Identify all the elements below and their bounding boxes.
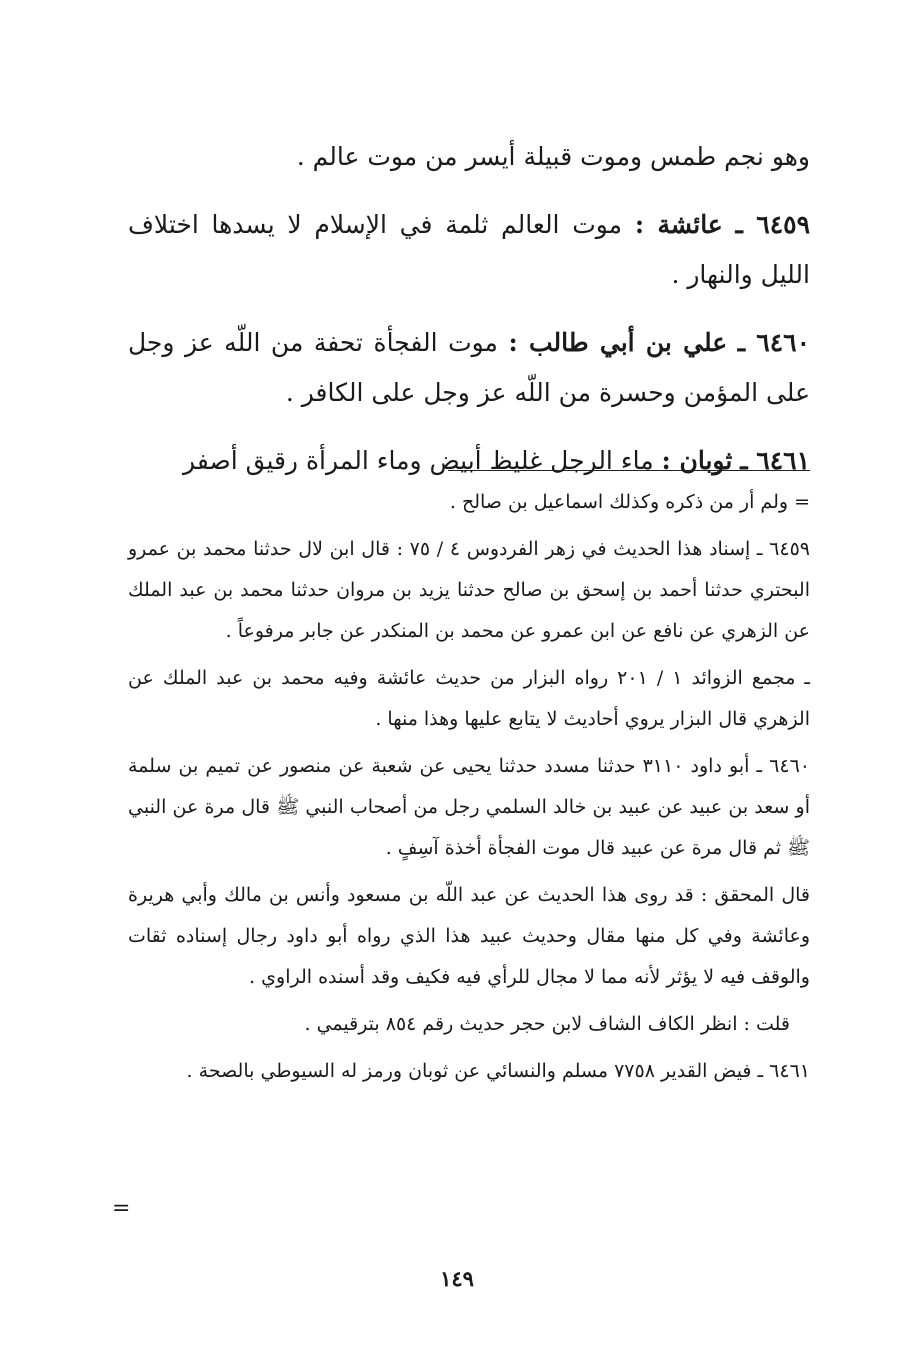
footnote-6459: ٦٤٥٩ ـ إسناد هذا الحديث في زهر الفردوس ٤ / ٧٥ : قال ابن لال حدثنا محمد بن عمرو البحتري حدثنا أحمد بن إسحق بن صالح حدثنا يزيد بن مروان حدثنا محمد بن عبد الملك عن الزهري عن نافع عن ابن عمرو عن محمد بن المنكدر عن جابر مرفوعاً . xyxy=(128,538,810,642)
hadith-6460 xyxy=(128,318,810,418)
hadith-text: موت الفجأة تحفة من اللّه عز وجل على المؤمن وحسرة من اللّه عز وجل على الكافر . xyxy=(128,328,810,407)
hadith-number: ٦٤٦٠ ـ xyxy=(737,328,811,357)
hadith-6461 xyxy=(128,436,810,486)
footnote-majma: ـ مجمع الزوائد ١ / ٢٠١ رواه البزار من حديث عائشة وفيه محمد بن عبد الملك عن الزهري قال البزار يروي أحاديث لا يتابع عليها وهذا منها . xyxy=(128,667,810,730)
footnote-continued: = ولم أر من ذكره وكذلك اسماعيل بن صالح . xyxy=(449,491,810,513)
footnote-muhaqqiq: قال المحقق : قد روى هذا الحديث عن عبد اللّه بن مسعود وأنس بن مالك وأبي هريرة وعائشة وفي كل منها مقال وحديث عبيد هذا الذي رواه أبو داود رجال إسناده ثقات والوقف فيه لا يؤثر لأنه مما لا مجال للرأي فيه فكيف وقد أسنده الراوي . xyxy=(128,884,810,988)
hadith-text: ماء الرجل غليظ أبيض وماء المرأة رقيق أصفر xyxy=(183,446,654,475)
hadith-number: ٦٤٦١ ـ xyxy=(740,446,810,475)
hadith-6459 xyxy=(128,200,810,300)
hadith-number: ٦٤٥٩ ـ xyxy=(735,210,810,239)
hadith-text: موت العالم ثلمة في الإسلام لا يسدها اختلاف الليل والنهار . xyxy=(128,210,810,289)
main-text-block xyxy=(128,132,810,504)
narrator-name: ثوبان : xyxy=(661,446,733,475)
footnote-6460: ٦٤٦٠ ـ أبو داود ٣١١٠ حدثنا مسدد حدثنا يحيى عن شعبة عن منصور عن تميم بن سلمة أو سعد بن عبيد عن عبيد بن خالد السلمي رجل من أصحاب النبي ﷺ قال مرة عن النبي ﷺ ثم قال مرة عن عبيد قال موت الفجأة أخذة آسِفٍ . xyxy=(128,755,810,859)
narrator-name: علي بن أبي طالب : xyxy=(508,328,728,357)
footnotes-block xyxy=(128,482,810,1098)
page-number: ١٤٩ xyxy=(440,1266,474,1291)
footnote-qultu: قلت : انظر الكاف الشاف لابن حجر حديث رقم ٨٥٤ بترقيمي . xyxy=(304,1013,790,1035)
continuation-mark: = xyxy=(112,1196,131,1221)
footnote-divider xyxy=(448,470,810,471)
footnote-6461: ٦٤٦١ ـ فيض القدير ٧٧٥٨ مسلم والنسائي عن ثوبان ورمز له السيوطي بالصحة . xyxy=(186,1060,810,1082)
main-paragraph-intro: وهو نجم طمس وموت قبيلة أيسر من موت عالم . xyxy=(296,142,810,171)
narrator-name: عائشة : xyxy=(634,210,723,239)
